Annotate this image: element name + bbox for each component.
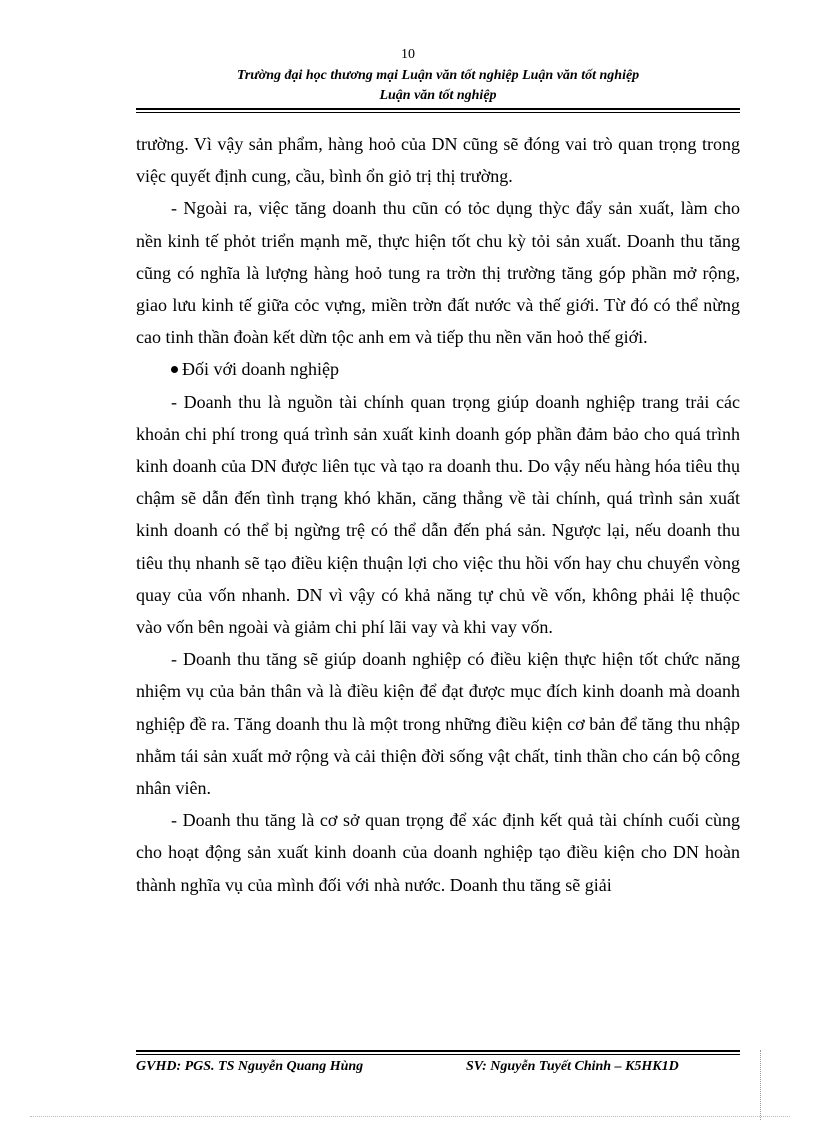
bullet-icon	[171, 366, 178, 373]
paragraph: - Ngoài ra, việc tăng doanh thu cũn có tỏc dụng thỳc đẩy sản xuất, làm cho nền kinh tế phỏt triển mạnh mẽ, thực hiện tốt chu kỳ tỏi sản xuất. Doanh thu tăng cũng có nghĩa là lượng hàng hoỏ tung ra trờn thị trường tăng góp phần mở rộng, giao lưu kinh tế giữa cỏc vựng, miền trờn đất nước và thế giới. Từ đó có thể nừng cao tinh thần đoàn kết dừn tộc anh em và tiếp thu nền văn hoỏ thế giới.	[136, 198, 740, 348]
paragraph: - Doanh thu tăng là cơ sở quan trọng để xác định kết quả tài chính cuối cùng cho hoạt động sản xuất kinh doanh của doanh nghiệp tạo điều kiện cho DN hoàn thành nghĩa vụ của mình đối với nhà nước. Doanh thu tăng sẽ giải	[136, 810, 740, 895]
header-title-line-2: Luận văn tốt nghiệp	[379, 88, 497, 103]
footer-divider	[136, 1050, 740, 1055]
header-divider	[136, 108, 740, 113]
header-title-line-1: Trường đại học thương mại Luận văn tốt nghiệp Luận văn tốt nghiệp	[236, 68, 640, 83]
bullet-heading-text: Đối với doanh nghiệp	[182, 359, 339, 380]
paragraph: - Doanh thu tăng sẽ giúp doanh nghiệp có điều kiện thực hiện tốt chức năng nhiệm vụ của bản thân và là điều kiện để đạt được mục đích kinh doanh mà doanh nghiệp đề ra. Tăng doanh thu là một trong những điều kiện cơ bản để tăng thu nhập nhằm tái sản xuất mở rộng và cải thiện đời sống vật chất, tinh thần cho cán bộ công nhân viên.	[136, 649, 740, 799]
page-number: 10	[401, 47, 415, 62]
margin-dotted-line	[760, 1050, 761, 1120]
body-text	[136, 128, 740, 901]
paragraph: trường. Vì vậy sản phẩm, hàng hoỏ của DN cũng sẽ đóng vai trò quan trọng trong việc quyết định cung, cầu, bình ổn giỏ trị thị trường.	[136, 134, 740, 187]
footer-advisor: GVHD: PGS. TS Nguyễn Quang Hùng	[136, 1059, 364, 1074]
paragraph: - Doanh thu là nguồn tài chính quan trọng giúp doanh nghiệp trang trải các khoản chi phí trong quá trình sản xuất kinh doanh góp phần đảm bảo cho quá trình kinh doanh của DN được liên tục và tạo ra doanh thu. Do vậy nếu hàng hóa tiêu thụ chậm sẽ dẫn đến tình trạng khó khăn, căng thẳng về tài chính, quá trình sản xuất kinh doanh có thể bị ngừng trệ có thể dẫn đến phá sản. Ngược lại, nếu doanh thu tiêu thụ nhanh sẽ tạo điều kiện thuận lợi cho việc thu hồi vốn hay chu chuyển vòng quay của vốn nhanh. DN vì vậy có khả năng tự chủ về vốn, không phải lệ thuộc vào vốn bên ngoài và giảm chi phí lãi vay và khi vay vốn.	[136, 391, 740, 638]
footer-student: SV: Nguyễn Tuyết Chinh – K5HK1D	[466, 1059, 679, 1074]
header-title	[136, 66, 740, 106]
bullet-heading	[136, 353, 740, 385]
bottom-dotted-line	[30, 1116, 790, 1117]
